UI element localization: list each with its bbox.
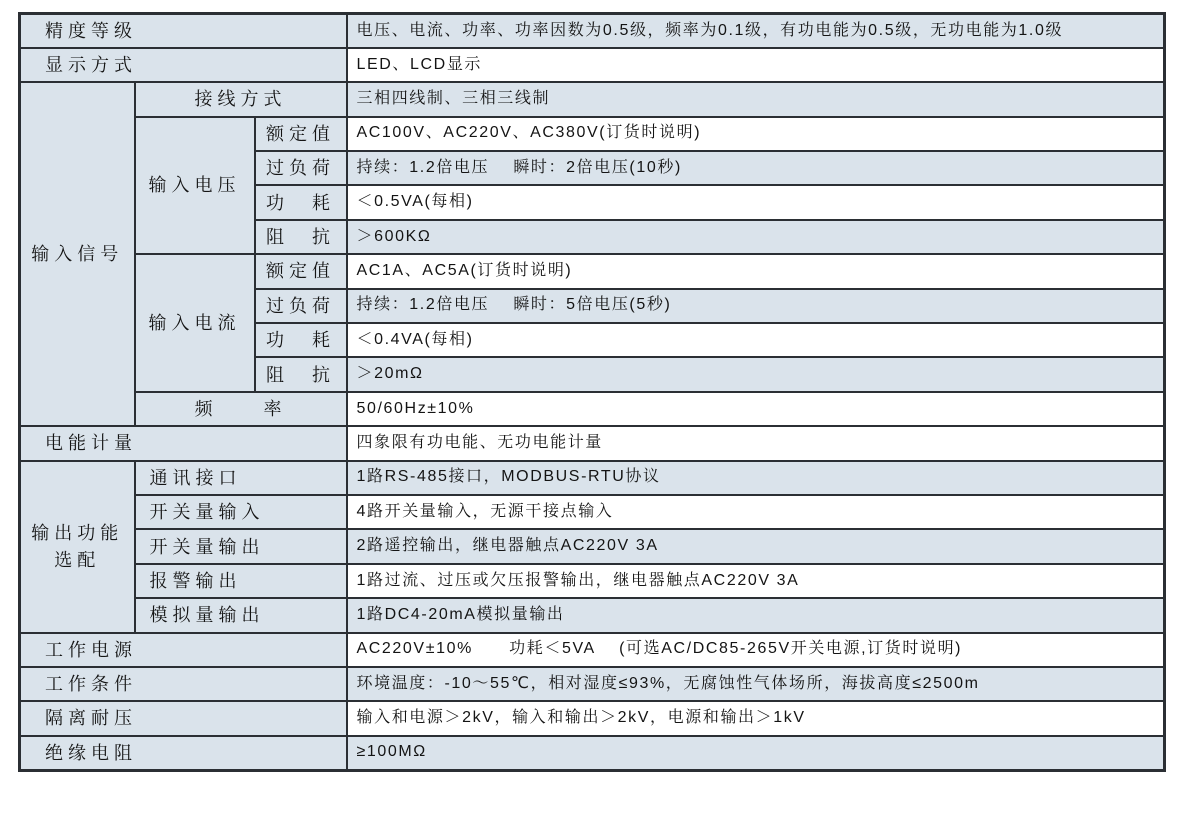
cell-current-impedance-label: 阻 抗 xyxy=(255,357,347,391)
table-row-digital-output xyxy=(20,529,1165,563)
table-row-isolation-voltage xyxy=(20,701,1165,735)
cell-insulation-resistance-value: ≥100MΩ xyxy=(347,736,1165,770)
cell-isolation-voltage-value: 输入和电源＞2kV，输入和输出＞2kV，电源和输出＞1kV xyxy=(347,701,1165,735)
spec-table xyxy=(18,12,1166,772)
table-row-alarm-output xyxy=(20,564,1165,598)
cell-wiring-mode-value: 三相四线制、三相三线制 xyxy=(347,82,1165,116)
table-row-digital-input xyxy=(20,495,1165,529)
cell-digital-input-label: 开关量输入 xyxy=(135,495,347,529)
cell-working-conditions-value: 环境温度：-10～55℃，相对湿度≤93%，无腐蚀性气体场所，海拔高度≤2500m xyxy=(347,667,1165,701)
cell-voltage-impedance-value: ＞600KΩ xyxy=(347,220,1165,254)
table-row-working-conditions xyxy=(20,667,1165,701)
cell-voltage-overload-value: 持续：1.2倍电压 瞬时：2倍电压(10秒) xyxy=(347,151,1165,185)
cell-comm-interface-label: 通讯接口 xyxy=(135,461,347,495)
table-row-accuracy-class xyxy=(20,14,1165,48)
table-row-analog-output xyxy=(20,598,1165,632)
cell-frequency-value: 50/60Hz±10% xyxy=(347,392,1165,426)
cell-digital-output-label: 开关量输出 xyxy=(135,529,347,563)
cell-isolation-voltage-label: 隔离耐压 xyxy=(20,701,347,735)
cell-voltage-rated-label: 额定值 xyxy=(255,117,347,151)
table-row-wiring-mode xyxy=(20,82,1165,116)
cell-frequency-label: 频 率 xyxy=(135,392,347,426)
cell-display-mode-value: LED、LCD显示 xyxy=(347,48,1165,82)
cell-digital-output-value: 2路遥控输出，继电器触点AC220V 3A xyxy=(347,529,1165,563)
cell-voltage-impedance-label: 阻 抗 xyxy=(255,220,347,254)
cell-current-impedance-value: ＞20mΩ xyxy=(347,357,1165,391)
cell-current-overload-value: 持续：1.2倍电压 瞬时：5倍电压(5秒) xyxy=(347,289,1165,323)
cell-alarm-output-value: 1路过流、过压或欠压报警输出，继电器触点AC220V 3A xyxy=(347,564,1165,598)
table-row-current-rated xyxy=(20,254,1165,288)
spec-table-body xyxy=(20,14,1165,771)
cell-alarm-output-label: 报警输出 xyxy=(135,564,347,598)
cell-current-consumption-value: ＜0.4VA(每相) xyxy=(347,323,1165,357)
cell-analog-output-label: 模拟量输出 xyxy=(135,598,347,632)
cell-current-consumption-label: 功 耗 xyxy=(255,323,347,357)
cell-digital-input-value: 4路开关量输入，无源干接点输入 xyxy=(347,495,1165,529)
table-row-display-mode xyxy=(20,48,1165,82)
cell-wiring-mode-label: 输入信号 xyxy=(20,82,135,426)
cell-accuracy-class-label: 精度等级 xyxy=(20,14,347,48)
cell-voltage-overload-label: 过负荷 xyxy=(255,151,347,185)
cell-accuracy-class-value: 电压、电流、功率、功率因数为0.5级，频率为0.1级，有功电能为0.5级，无功电能为1.0级 xyxy=(347,14,1165,48)
cell-voltage-rated-label: 输入电压 xyxy=(135,117,255,255)
table-row-energy-metering xyxy=(20,426,1165,460)
cell-analog-output-value: 1路DC4-20mA模拟量输出 xyxy=(347,598,1165,632)
cell-current-rated-value: AC1A、AC5A(订货时说明) xyxy=(347,254,1165,288)
cell-power-supply-value: AC220V±10% 功耗＜5VA (可选AC/DC85-265V开关电源,订货时说明) xyxy=(347,633,1165,667)
table-row-voltage-rated xyxy=(20,117,1165,151)
table-row-power-supply xyxy=(20,633,1165,667)
cell-wiring-mode-label: 接线方式 xyxy=(135,82,347,116)
cell-current-rated-label: 额定值 xyxy=(255,254,347,288)
cell-comm-interface-value: 1路RS-485接口，MODBUS-RTU协议 xyxy=(347,461,1165,495)
cell-voltage-consumption-label: 功 耗 xyxy=(255,185,347,219)
table-row-frequency xyxy=(20,392,1165,426)
cell-energy-metering-label: 电能计量 xyxy=(20,426,347,460)
cell-voltage-consumption-value: ＜0.5VA(每相) xyxy=(347,185,1165,219)
cell-voltage-rated-value: AC100V、AC220V、AC380V(订货时说明) xyxy=(347,117,1165,151)
cell-energy-metering-value: 四象限有功电能、无功电能计量 xyxy=(347,426,1165,460)
table-row-comm-interface xyxy=(20,461,1165,495)
cell-current-rated-label: 输入电流 xyxy=(135,254,255,392)
cell-insulation-resistance-label: 绝缘电阻 xyxy=(20,736,347,770)
cell-comm-interface-label: 输出功能选配 xyxy=(20,461,135,633)
cell-current-overload-label: 过负荷 xyxy=(255,289,347,323)
cell-power-supply-label: 工作电源 xyxy=(20,633,347,667)
cell-display-mode-label: 显示方式 xyxy=(20,48,347,82)
table-row-insulation-resistance xyxy=(20,736,1165,770)
cell-working-conditions-label: 工作条件 xyxy=(20,667,347,701)
